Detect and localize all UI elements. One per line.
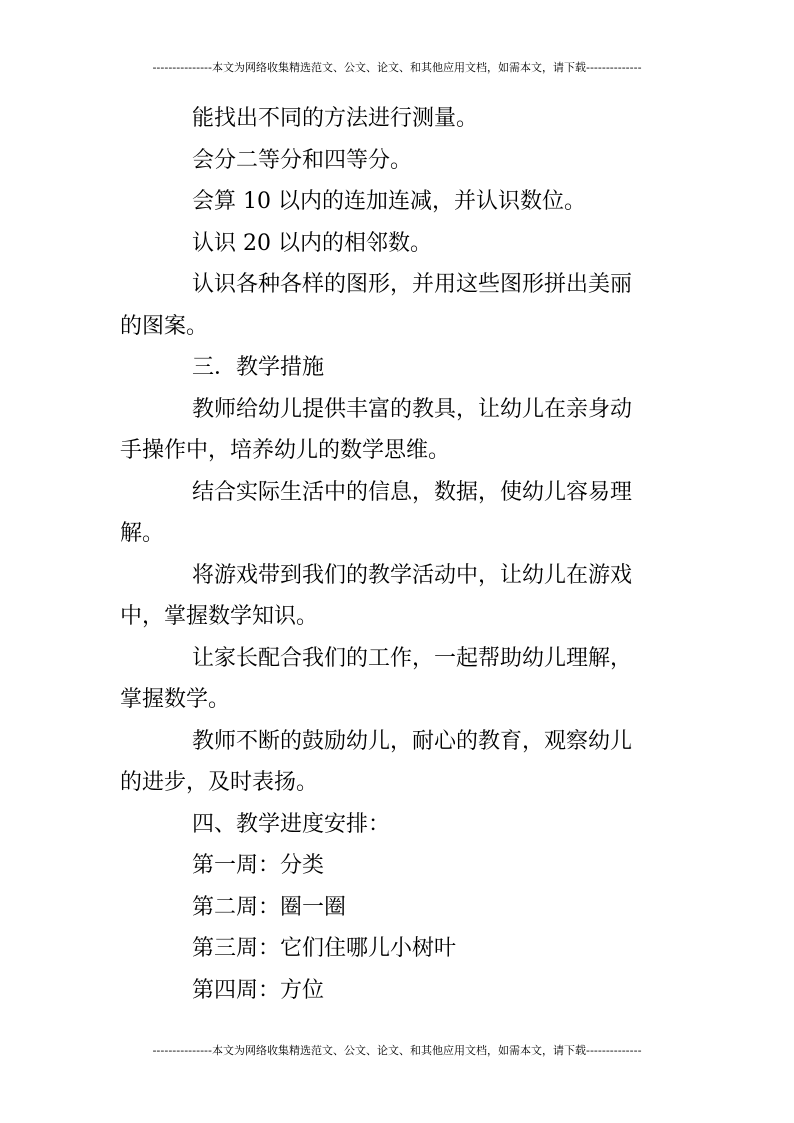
text-line: 能找出不同的方法进行测量。 xyxy=(192,106,479,131)
schedule-item: 第二周：圈一圈 xyxy=(192,894,347,920)
section-heading: 三．教学措施 xyxy=(192,355,325,380)
text-line: 手操作中，培养幼儿的数学思维。 xyxy=(120,438,451,463)
text-line: 教师不断的鼓励幼儿，耐心的教育，观察幼儿 xyxy=(192,728,633,754)
text-line: 掌握数学。 xyxy=(120,687,231,712)
page-header: ---------------本文为网络收集精选范文、公文、论文、和其他应用文档，如需本文，请下载-------------- xyxy=(152,61,642,74)
schedule-item: 第三周：它们住哪儿小树叶 xyxy=(192,936,457,961)
page-footer: ---------------本文为网络收集精选范文、公文、论文、和其他应用文档，如需本文，请下载-------------- xyxy=(152,1044,642,1057)
text-line: 让家长配合我们的工作，一起帮助幼儿理解， xyxy=(192,645,633,671)
text-line: 将游戏带到我们的教学活动中，让幼儿在游戏 xyxy=(192,562,633,588)
text-line: 认识 20 以内的相邻数。 xyxy=(192,230,432,256)
text-line: 的图案。 xyxy=(120,313,209,339)
text-line: 结合实际生活中的信息，数据，使幼儿容易理 xyxy=(192,479,633,505)
section-heading: 四、教学进度安排： xyxy=(192,811,391,837)
document-body xyxy=(120,98,680,1011)
text-line: 认识各种各样的图形，并用这些图形拼出美丽 xyxy=(192,272,633,297)
schedule-item: 第一周：分类 xyxy=(192,853,325,878)
text-line: 会算 10 以内的连加连减，并认识数位。 xyxy=(192,189,586,214)
text-line: 解。 xyxy=(120,521,165,546)
schedule-item: 第四周：方位 xyxy=(192,977,325,1003)
text-line: 会分二等分和四等分。 xyxy=(192,147,413,173)
text-line: 中，掌握数学知识。 xyxy=(120,604,319,629)
text-line: 教师给幼儿提供丰富的教具，让幼儿在亲身动 xyxy=(192,396,633,422)
text-line: 的进步，及时表扬。 xyxy=(120,770,319,795)
